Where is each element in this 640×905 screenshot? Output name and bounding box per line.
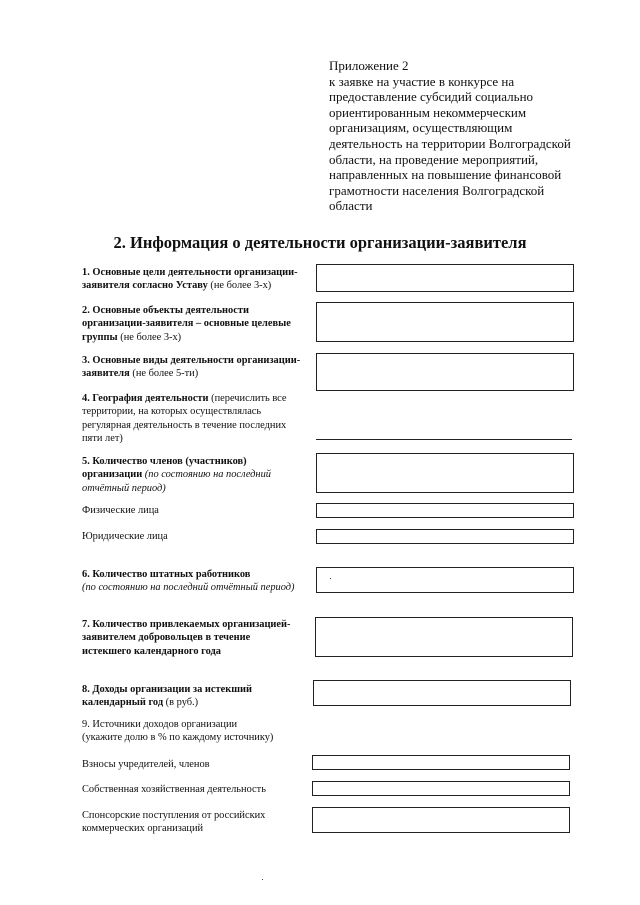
geography-field-line[interactable]: [316, 439, 572, 440]
appendix-line: к заявке на участие в конкурсе на: [329, 73, 515, 89]
label-line: 9. Источники доходов организации: [82, 719, 238, 730]
geography-label: [82, 392, 312, 446]
label-note: регулярная деятельность в течение последних: [82, 419, 287, 431]
appendix-line: Приложение 2: [329, 58, 409, 73]
label-line: заявителя согласно Уставу: [82, 280, 208, 292]
label-note: (по состоянию на последний: [142, 469, 271, 481]
fees-label: Взносы учредителей, членов: [82, 759, 210, 770]
activities-field[interactable]: [316, 353, 574, 391]
label-line: 3. Основные виды деятельности организации-: [82, 355, 301, 366]
appendix-line: предоставление субсидий социально: [329, 89, 534, 105]
label-note: (не более 3-х): [207, 280, 272, 292]
legal-entities-label: Юридические лица: [82, 531, 168, 542]
label-line: Спонсорские поступления от российских: [82, 810, 266, 821]
physical-persons-label: Физические лица: [82, 505, 159, 516]
scan-speck: [330, 578, 331, 579]
appendix-line: организациям, осуществляющим: [329, 120, 513, 136]
appendix-line: грамотности населения Волгоградской: [329, 182, 545, 198]
volunteers-field[interactable]: [315, 617, 573, 657]
appendix-line: направленных на повышение финансовой: [329, 167, 562, 183]
label-note: территории, на которых осуществлялась: [82, 406, 262, 418]
appendix-line: деятельность на территории Волгоградской: [329, 135, 571, 151]
business-label: Собственная хозяйственная деятельность: [82, 784, 266, 795]
label-line: организации: [82, 469, 143, 481]
appendix-line: ориентированным некоммерческим: [329, 104, 527, 120]
label-line: группы: [82, 331, 118, 343]
label-line: организации-заявителя – основные целевые: [82, 318, 291, 330]
label-line: 8. Доходы организации за истекший: [82, 684, 252, 695]
physical-persons-field[interactable]: [316, 503, 574, 518]
label-line: 7. Количество привлекаемых организацией-: [82, 619, 291, 630]
fees-field[interactable]: [312, 755, 570, 770]
appendix-header: [329, 58, 609, 214]
label-line: календарный год: [82, 697, 164, 709]
members-label: [82, 455, 312, 495]
sponsors-label: [82, 809, 312, 836]
label-line: 6. Количество штатных работников: [82, 569, 251, 580]
label-note: (в руб.): [163, 697, 199, 709]
label-line: 5. Количество членов (участников): [82, 456, 247, 467]
legal-entities-field[interactable]: [316, 529, 574, 544]
business-field[interactable]: [312, 781, 570, 796]
income-label: [82, 683, 312, 710]
income-sources-label: [82, 718, 312, 745]
goals-field[interactable]: [316, 264, 574, 292]
goals-label: [82, 266, 312, 293]
label-note: (укажите долю в % по каждому источнику): [82, 732, 274, 744]
income-field[interactable]: [313, 680, 571, 706]
volunteers-label: [82, 618, 312, 658]
staff-label: [82, 568, 312, 595]
target-groups-field[interactable]: [316, 302, 574, 342]
appendix-line: области: [329, 198, 373, 214]
label-line: истекшего календарного года: [82, 645, 221, 657]
label-note: (по состоянию на последний отчётный период): [82, 582, 295, 594]
label-line: 2. Основные объекты деятельности: [82, 305, 249, 316]
label-line: заявителем добровольцев в течение: [82, 632, 251, 644]
label-line: 4. География деятельности: [82, 393, 209, 404]
scan-speck: [262, 879, 263, 880]
label-line: 1. Основные цели деятельности организации-: [82, 267, 298, 278]
activities-label: [82, 354, 312, 381]
appendix-line: области, на проведение мероприятий,: [329, 151, 539, 167]
target-groups-label: [82, 304, 312, 344]
staff-field[interactable]: [316, 567, 574, 593]
label-note: (перечислить все: [208, 393, 287, 404]
label-note: (не более 5-ти): [129, 368, 199, 380]
label-note: пяти лет): [82, 433, 123, 445]
label-note: (не более 3-х): [117, 331, 182, 343]
section-title: 2. Информация о деятельности организации-заявителя: [113, 233, 527, 252]
sponsors-field[interactable]: [312, 807, 570, 833]
members-field[interactable]: [316, 453, 574, 493]
label-line: коммерческих организаций: [82, 823, 204, 835]
label-note: отчётный период): [82, 482, 166, 494]
label-line: заявителя: [82, 368, 130, 380]
